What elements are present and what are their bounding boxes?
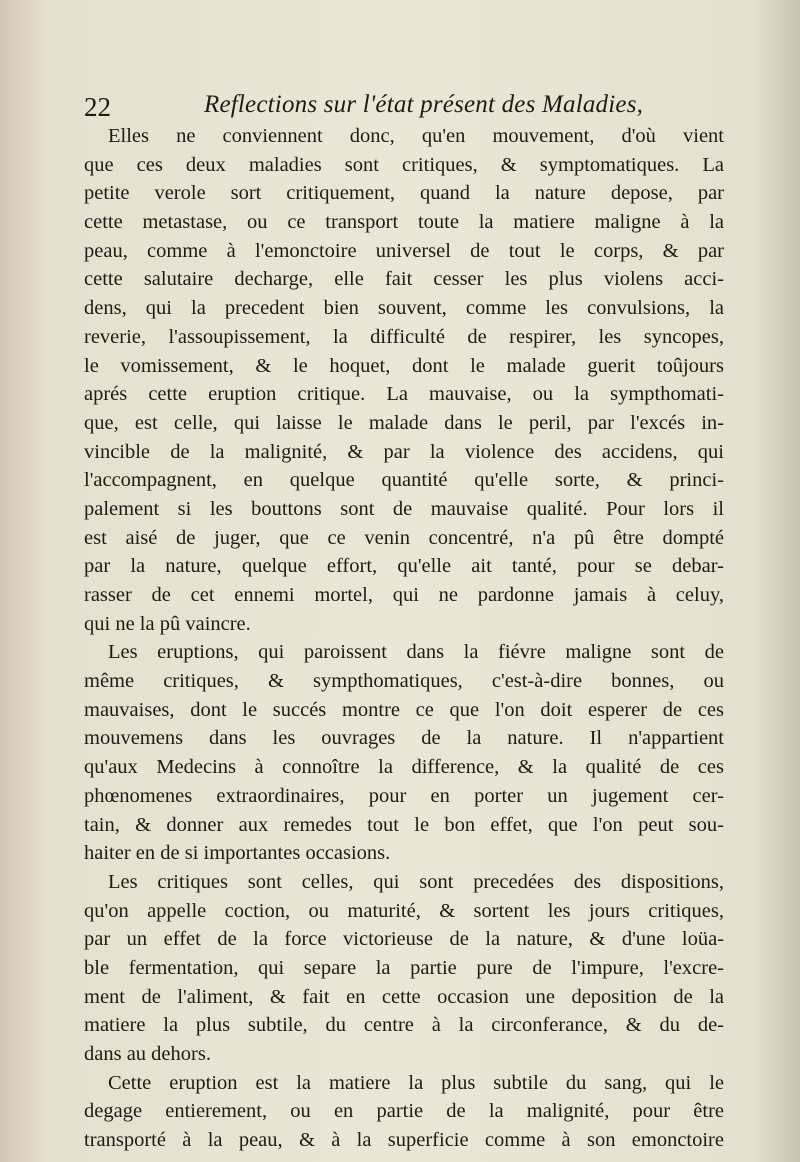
running-head: [84, 88, 732, 124]
text-line: que, est celle, qui laisse le malade dans le peril, par l'excés in-: [84, 411, 724, 434]
paragraph: [84, 1069, 724, 1155]
page-number: 22: [84, 92, 111, 122]
text-line: qui ne la pû vaincre.: [84, 612, 251, 635]
text-line: matiere la plus subtile, du centre à la circonferance, & du de-: [84, 1014, 724, 1037]
text-line: l'accompagnent, en quelque quantité qu'elle sorte, & princi-: [84, 469, 724, 492]
text-line: par la nature, quelque effort, qu'elle ait tanté, pour se debar-: [84, 555, 724, 578]
text-line: peau, comme à l'emonctoire universel de tout le corps, & par: [84, 239, 724, 262]
text-line: degage entierement, ou en partie de la malignité, pour être: [84, 1100, 724, 1123]
text-line: haiter en de si importantes occasions.: [84, 842, 391, 865]
body-text: [84, 122, 724, 1155]
text-line: transporté à la peau, & à la superficie comme à son emonctoire: [84, 1129, 724, 1152]
text-line: mouvemens dans les ouvrages de la nature. Il n'appartient: [84, 727, 724, 750]
text-line: rasser de cet ennemi mortel, qui ne pardonne jamais à celuy,: [84, 584, 724, 606]
text-line: qu'aux Medecins à connoître la difference, & la qualité de ces: [84, 756, 724, 779]
text-line: cette metastase, ou ce transport toute la matiere maligne à la: [84, 211, 724, 234]
text-line: reverie, l'assoupissement, la difficulté de respirer, les syncopes,: [84, 325, 724, 348]
text-line: qu'on appelle coction, ou maturité, & sortent les jours critiques,: [84, 899, 724, 922]
text-line: est aisé de juger, que ce venin concentré, n'a pû être dompté: [84, 526, 724, 549]
paragraph: [84, 868, 724, 1069]
text-line: cette salutaire decharge, elle fait cesser les plus violens acci-: [84, 268, 724, 291]
text-line: par un effet de la force victorieuse de la nature, & d'une loüa-: [84, 928, 724, 951]
text-line: vincible de la malignité, & par la violence des accidens, qui: [84, 440, 724, 463]
text-line: ment de l'aliment, & fait en cette occasion une deposition de la: [84, 985, 724, 1008]
text-line: ble fermentation, qui separe la partie pure de l'impure, l'excre-: [84, 956, 724, 979]
text-line: Les critiques sont celles, qui sont precedées des dispositions,: [108, 870, 724, 893]
text-line: même critiques, & sympthomatiques, c'est-à-dire bonnes, ou: [84, 670, 724, 693]
text-line: Elles ne conviennent donc, qu'en mouvement, d'où vient: [108, 125, 724, 147]
paragraph: [84, 122, 724, 638]
text-line: mauvaises, dont le succés montre ce que l'on doit esperer de ces: [84, 698, 724, 721]
text-line: petite verole sort critiquement, quand la nature depose, par: [84, 182, 724, 205]
text-line: que ces deux maladies sont critiques, & symptomatiques. La: [84, 153, 724, 176]
text-line: Cette eruption est la matiere la plus subtile du sang, qui le: [108, 1071, 724, 1094]
text-line: tain, & donner aux remedes tout le bon effet, que l'on peut sou-: [84, 813, 724, 836]
text-line: Les eruptions, qui paroissent dans la fiévre maligne sont de: [108, 641, 724, 664]
text-line: le vomissement, & le hoquet, dont le malade guerit toûjours: [84, 354, 724, 377]
text-line: dens, qui la precedent bien souvent, comme les convulsions, la: [84, 297, 724, 320]
text-line: palement si les bouttons sont de mauvaise qualité. Pour lors il: [84, 497, 724, 520]
text-line: dans au dehors.: [84, 1043, 211, 1065]
paragraph: [84, 638, 724, 868]
text-line: aprés cette eruption critique. La mauvaise, ou la sympthomati-: [84, 383, 724, 406]
running-title: Reflections sur l'état présent des Maladies,: [204, 91, 644, 118]
text-line: phœnomenes extraordinaires, pour en porter un jugement cer-: [84, 784, 724, 807]
